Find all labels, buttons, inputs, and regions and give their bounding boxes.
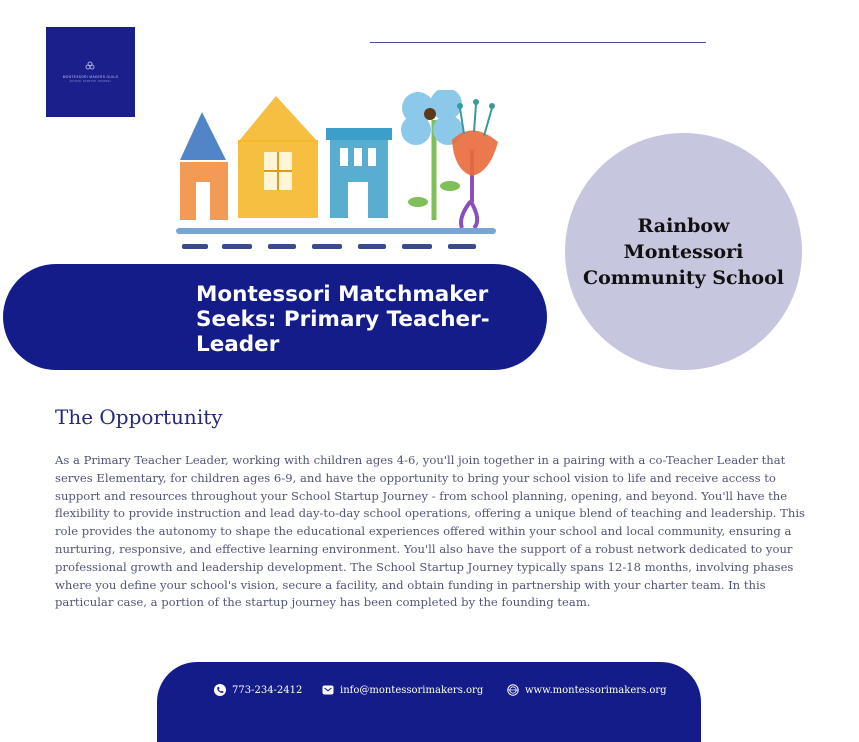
phone-number: 773-234-2412 bbox=[232, 684, 303, 696]
footer-email[interactable] bbox=[322, 684, 483, 696]
footer-website[interactable] bbox=[507, 684, 667, 696]
mail-icon bbox=[322, 684, 334, 696]
watercolor-houses-and-flowers-illustration bbox=[172, 90, 502, 255]
website-url: www.montessorimakers.org bbox=[525, 684, 667, 696]
contact-footer bbox=[157, 662, 701, 742]
flower-logo-icon bbox=[85, 61, 95, 71]
email-address: info@montessorimakers.org bbox=[340, 684, 484, 696]
phone-icon bbox=[214, 684, 226, 696]
section-heading: The Opportunity bbox=[55, 405, 223, 429]
logo bbox=[46, 27, 135, 117]
globe-icon bbox=[507, 684, 519, 696]
top-divider bbox=[370, 42, 706, 43]
logo-tagline: SCHOOL STARTUP JOURNEY bbox=[69, 80, 112, 83]
title-banner bbox=[3, 264, 547, 370]
section-body: As a Primary Teacher Leader, working with children ages 4-6, you'll join together in a pairing with a co-Teacher Leader that serves Elementary, for children ages 6-9, and have the opportunity to bring your school vision to life and receive access to support and resources throughout your School Startup Journey - from school planning, opening, and beyond. You'll have the flexibility to provide instruction and lead day-to-day school operations, offering a unique blend of teaching and leadership. This role provides the autonomy to shape the educational experiences offered within your school and local community, ensuring a nurturing, responsive, and effective learning environment. You'll also have the support of a robust network dedicated to your professional growth and leadership development. The School Startup Journey typically spans 12-18 months, involving phases where you define your school's vision, secure a facility, and obtain funding in partnership with your charter team. In this particular case, a portion of the startup journey has been completed by the founding team. bbox=[55, 453, 806, 610]
school-name: Rainbow Montessori Community School bbox=[583, 214, 784, 289]
footer-phone[interactable] bbox=[214, 684, 302, 696]
school-badge bbox=[565, 133, 802, 370]
page-title: Montessori Matchmaker Seeks: Primary Teacher-Leader bbox=[196, 282, 490, 357]
logo-name: MONTESSORI MAKERS GUILD bbox=[62, 75, 119, 79]
